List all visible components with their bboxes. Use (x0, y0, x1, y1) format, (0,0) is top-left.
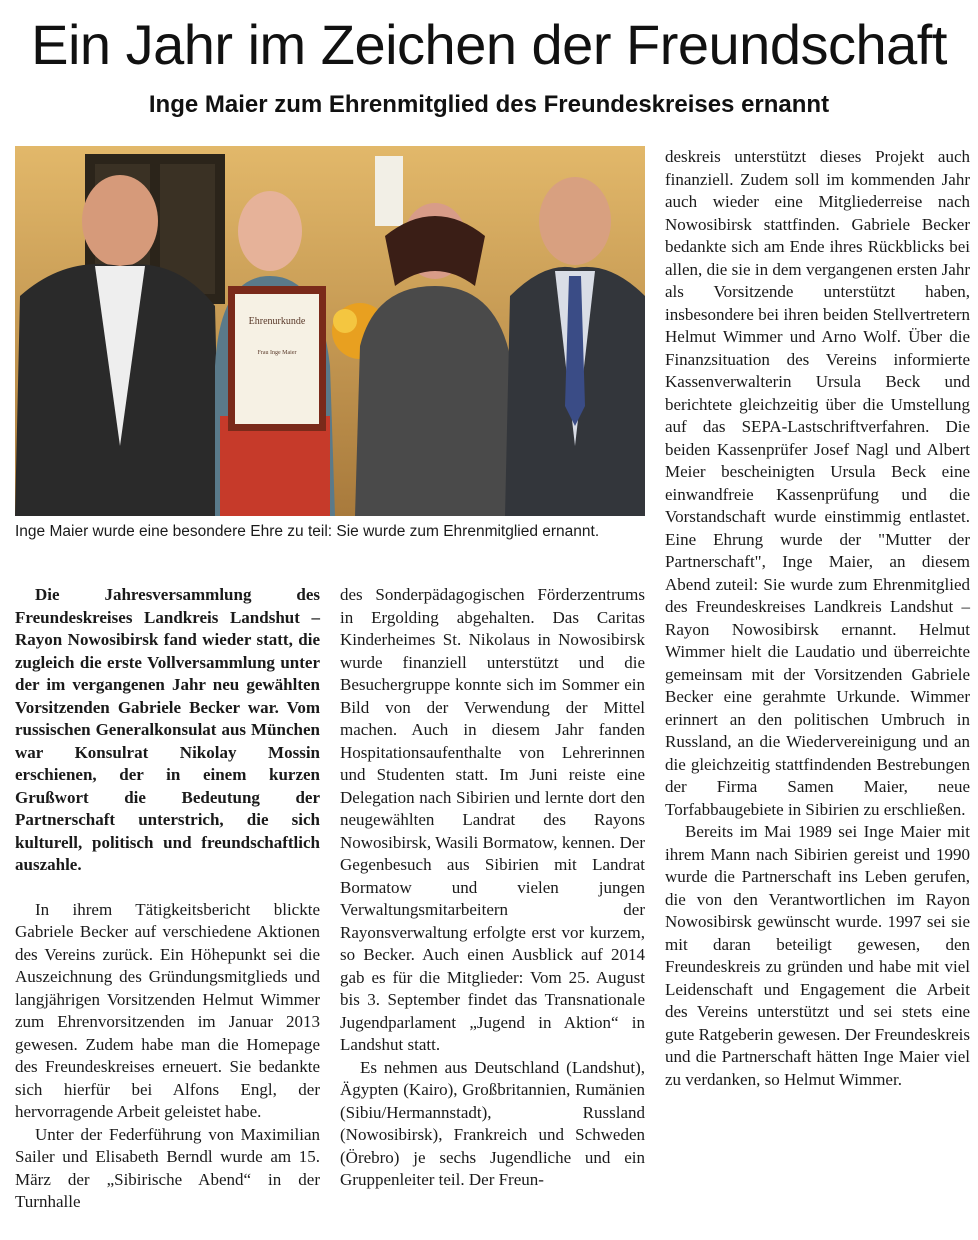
body-paragraph-3-cont: deskreis unterstützt dieses Projekt auch finanziell. Zudem soll im kommenden Jahr auch wieder eine Mitgliederreise nach Nowosibirsk stattfinden. Gabriele Becker bedankte sich am Ende ihres Rückblicks bei allen, die sie in dem vergangenen ersten Jahr als Vorsitzende unterstützt haben, insbesondere bei ihren beiden Stellvertretern Helmut Wimmer und Arno Wolf. Über die Finanzsituation des Vereins informierte Kassenverwalterin Ursula Beck und berichtete gleichzeitig über die Umstellung auf das SEPA-Lastschriftverfahren. Die beiden Kassenprüfer Josef Nagl und Albert Meier bescheinigten Ursula Beck eine einwandfreie Kassenprüfung und die Vorstandschaft wurde einstimmig entlastet. Eine Ehrung wurde der "Mutter der Partnerschaft", Inge Maier, an diesem Abend zuteil: Sie wurde zum Ehrenmitglied des Freundeskreises Landkreis Landshut – Rayon Nowosibirsk ernannt. Helmut Wimmer hielt die Laudatio und überreichte gemeinsam mit der Vorsitzenden Gabriele Becker eine gerahmte Urkunde. Wimmer erinnert an den politischen Umbruch in Russland, an die Wiedervereinigung und an die gleichzeitig stattfindenden Bestrebungen der Firma Samen Maier, neue Torfabbaugebiete in Sibirien zu erschließen. (665, 147, 970, 819)
body-paragraph-1: In ihrem Tätigkeitsbericht blickte Gabriele Becker auf verschiedene Aktionen des Vereins zurück. Ein Höhepunkt sei die Auszeichnung des Gründungsmitglieds und langjährigen Vorsitzenden Helmut Wimmer zum Ehrenvorsitzenden im Januar 2013 gewesen. Zudem habe man die Homepage des Freundeskreises erneuert. Sie bedankte sich hierfür bei Alfons Engl, der hervorragende Arbeit geleistet habe. (15, 899, 320, 1121)
certificate-title: Ehrenurkunde (248, 316, 306, 327)
article-headline: Ein Jahr im Zeichen der Freundschaft (31, 13, 947, 76)
article-column-2 (340, 584, 645, 1192)
article-column-3 (665, 146, 970, 1091)
article-column-1 (15, 584, 320, 1214)
article-photo (15, 146, 645, 516)
lead-paragraph: Die Jahresversammlung des Freundeskreises Landkreis Landshut – Rayon Nowosibirsk fand wieder statt, die zugleich die erste Vollversammlung unter der im vergangenen Jahr neu gewählten Vorsitzenden Gabriele Becker war. Vom russischen Generalkonsulat aus München war Konsulrat Nikolay Mossin erschienen, der in einem kurzen Grußwort die Bedeutung der Partnerschaft unterstrich, die sich kulturell, politisch und freundschaftlich auszahle. (15, 585, 320, 874)
article-subheadline: Inge Maier zum Ehrenmitglied des Freundeskreises ernannt (148, 91, 830, 118)
certificate-name: Frau Inge Maier (257, 350, 297, 356)
body-paragraph-3-start: Es nehmen aus Deutschland (Landshut), Ägypten (Kairo), Großbritannien, Rumänien (Sibiu/Hermannstadt), Russland (Nowosibirsk), Frankreich und Schweden (Örebro) je sechs Jugendliche und ein Gruppenleiter teil. Der Freun- (340, 1057, 645, 1189)
body-paragraph-2-start: Unter der Federführung von Maximilian Sailer und Elisabeth Berndl wurde am 15. März der „Sibirische Abend“ in der Turnhalle (15, 1124, 320, 1211)
body-paragraph-4: Bereits im Mai 1989 sei Inge Maier mit ihrem Mann nach Sibirien gereist und 1990 wurde die Partnerschaft ins Leben gerufen, die von den Verantwortlichen im Rayon Nowosibirsk gewünscht wurde. 1997 sei sie mit daran beteiligt gewesen, den Freundeskreis zu gründen und habe mit viel Leidenschaft und Engagement die Arbeit des Vereins unterstützt und sei stets eine gute Ratgeberin gewesen. Der Freundeskreis und die Partnerschaft hätten Inge Maier viel zu verdanken, so Helmut Wimmer. (665, 822, 970, 1089)
photo-caption: Inge Maier wurde eine besondere Ehre zu teil: Sie wurde zum Ehrenmitglied ernannt. (15, 523, 600, 540)
body-paragraph-2-cont: des Sonderpädagogischen Förderzentrums in Ergolding abgehalten. Das Caritas Kinderheimes St. Nikolaus in Nowosibirsk wurde finanziell unterstützt und die Besuchergruppe konnte sich im Sommer ein Bild von der Verwendung der Mittel machen. Auch in diesem Jahr fanden Hospitationsaufenthalte von Lehrerinnen und Studenten statt. Im Juni reiste eine Delegation nach Sibirien und lernte dort den neugewählten Landrat des Rayons Nowosibirsk, Wasili Bormatow, kennen. Der Gegenbesuch aus Sibirien mit Landrat Bormatow und vielen jungen Verwaltungsmitarbeitern der Rayonsverwaltung erfolgte erst vor kurzem, so Becker. Auch einen Ausblick auf 2014 gab es für die Mitglieder: Vom 25. August bis 3. September findet das Transnationale Jugendparlament „Jugend in Aktion“ in Landshut statt. (340, 585, 645, 1054)
